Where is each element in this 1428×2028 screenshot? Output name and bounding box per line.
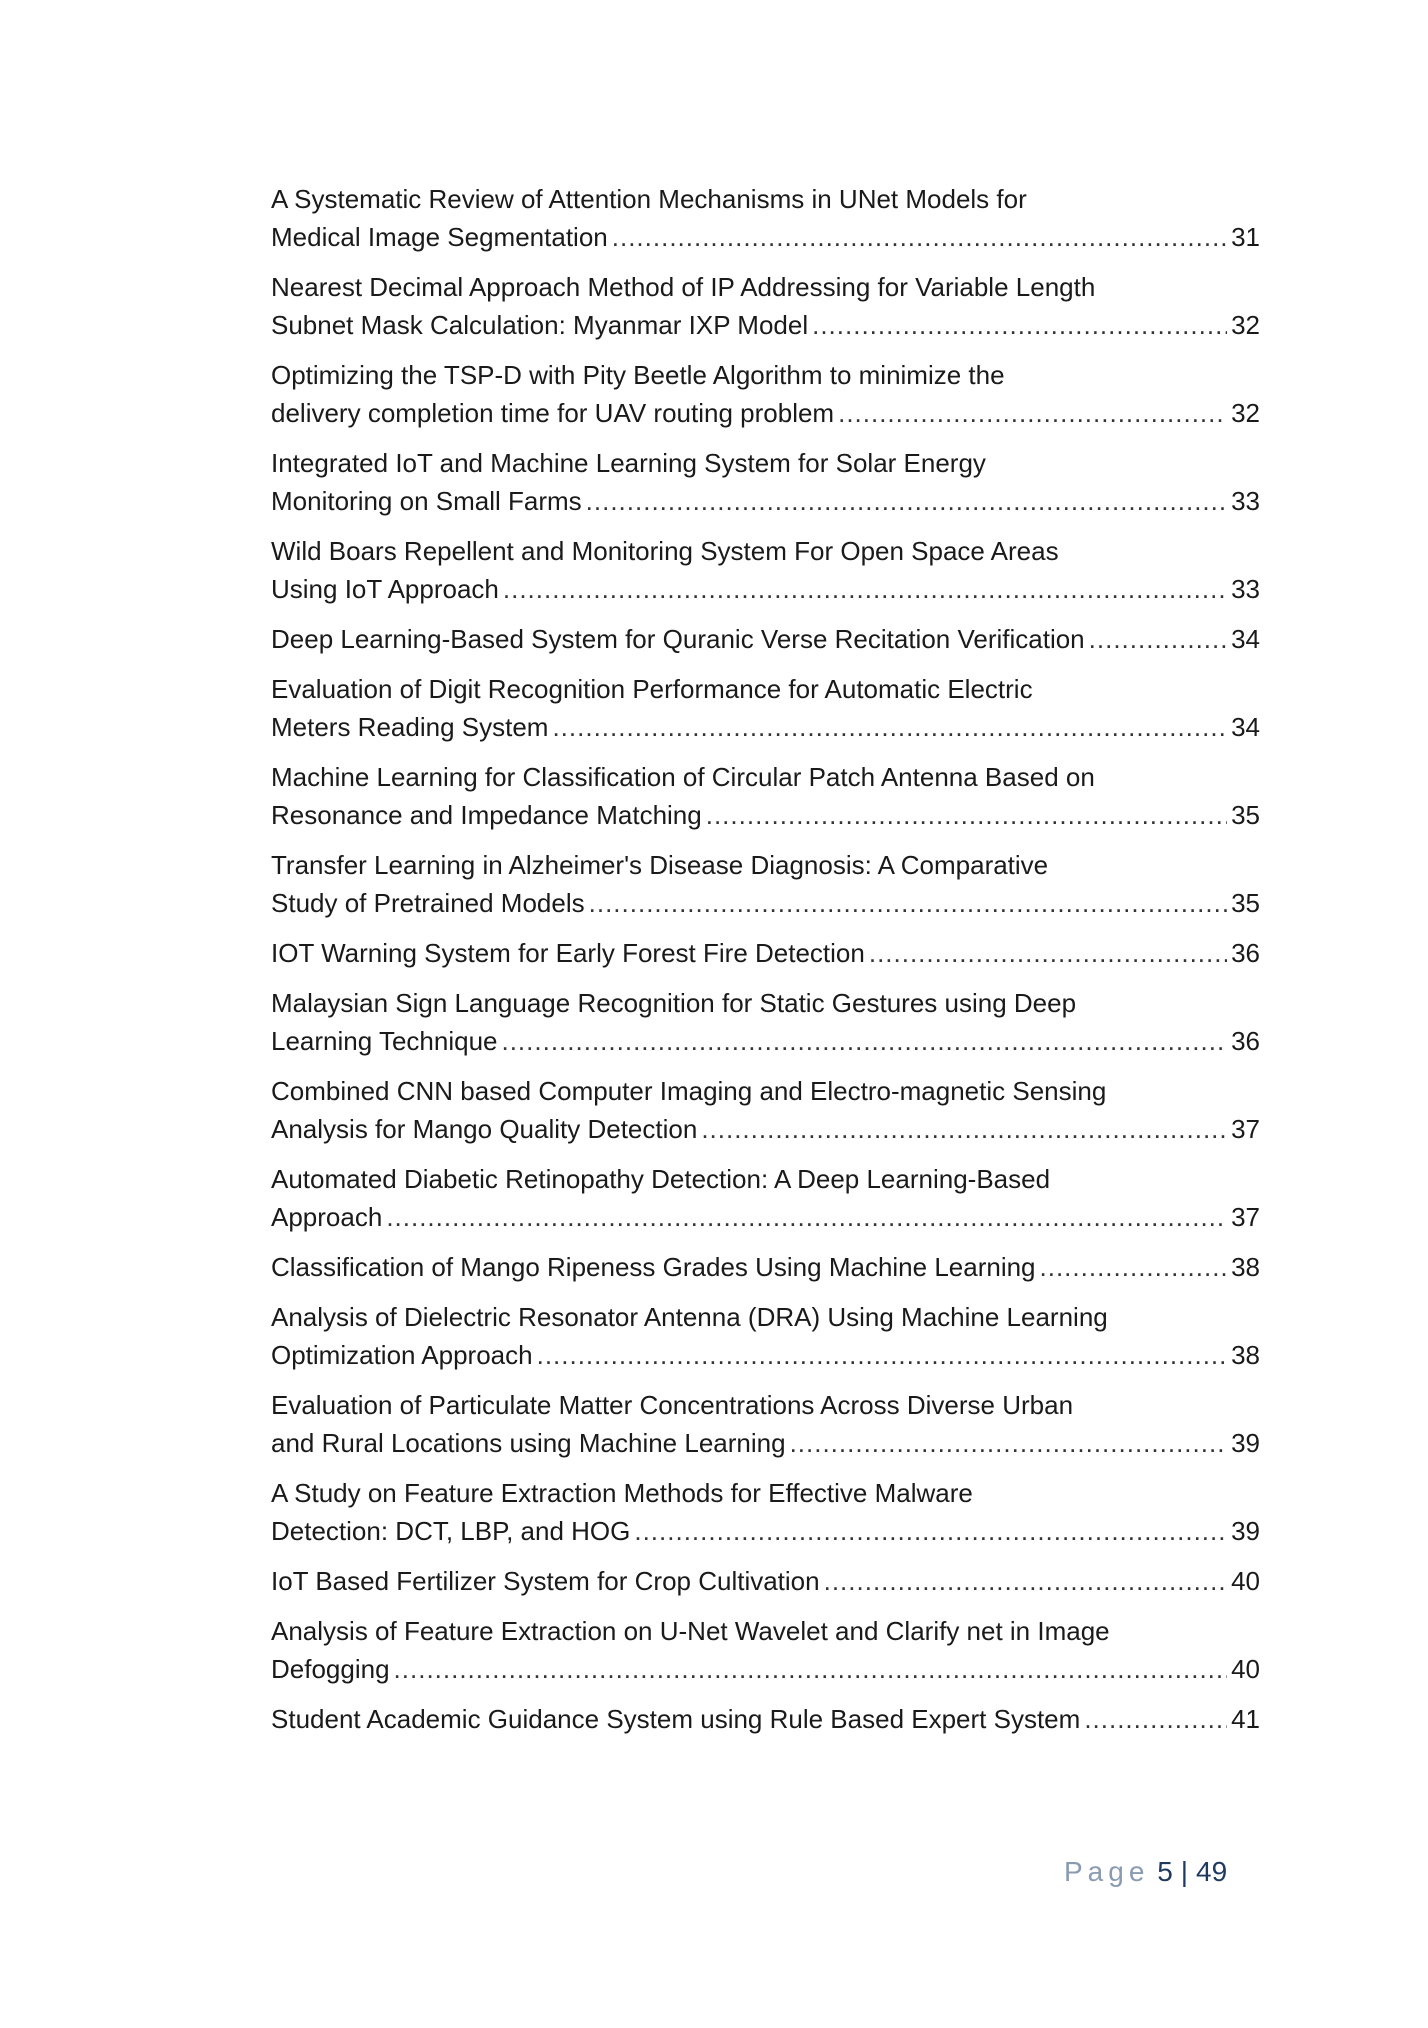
toc-entry-title-line: A Systematic Review of Attention Mechanisms in UNet Models for [271, 184, 1027, 214]
toc-entry-title-line: Defogging [271, 1654, 390, 1684]
dot-leader [838, 394, 1227, 432]
toc-entry-title-line: Malaysian Sign Language Recognition for Static Gestures using Deep [271, 988, 1077, 1018]
toc-entry-title-line: Monitoring on Small Farms [271, 486, 582, 516]
toc-entry-title-line: Using IoT Approach [271, 574, 499, 604]
toc-entry[interactable] [271, 1562, 1260, 1600]
toc-entry[interactable] [271, 1474, 1260, 1550]
toc-entry-final-line [271, 796, 1260, 834]
toc-entry[interactable] [271, 846, 1260, 922]
dot-leader [589, 884, 1227, 922]
toc-entry-final-line [271, 218, 1260, 256]
toc-entry-title-line: Evaluation of Digit Recognition Performance for Automatic Electric [271, 674, 1033, 704]
toc-entry[interactable] [271, 1248, 1260, 1286]
toc-page-number: 33 [1231, 486, 1260, 516]
toc-entry-final-line [271, 394, 1260, 432]
toc-entry-final-line [271, 1424, 1260, 1462]
toc-entry-title-line: IoT Based Fertilizer System for Crop Cultivation [271, 1566, 820, 1596]
toc-page-number: 35 [1231, 800, 1260, 830]
toc-entry[interactable] [271, 180, 1260, 256]
dot-leader [869, 934, 1227, 972]
toc-page-number: 36 [1231, 1026, 1260, 1056]
toc-entry-final-line [271, 1248, 1260, 1286]
dot-leader [824, 1562, 1227, 1600]
toc-page-number: 37 [1231, 1202, 1260, 1232]
toc-entry-final-line [271, 570, 1260, 608]
toc-entry-title-line: Meters Reading System [271, 712, 549, 742]
toc-entry[interactable] [271, 532, 1260, 608]
toc-entry[interactable] [271, 356, 1260, 432]
toc-entry-title-line: Optimization Approach [271, 1340, 533, 1370]
toc-entry[interactable] [271, 1160, 1260, 1236]
dot-leader [701, 1110, 1227, 1148]
toc-entry-title-line: Classification of Mango Ripeness Grades Using Machine Learning [271, 1252, 1036, 1282]
toc-entry[interactable] [271, 1298, 1260, 1374]
page-footer [1064, 1852, 1227, 1892]
toc-entry-title-line: Detection: DCT, LBP, and HOG [271, 1516, 631, 1546]
toc-page-number: 35 [1231, 888, 1260, 918]
toc-entry-title-line: Medical Image Segmentation [271, 222, 608, 252]
toc-page-number: 37 [1231, 1114, 1260, 1144]
toc-entry-title-line: Approach [271, 1202, 383, 1232]
toc-entry-final-line [271, 1562, 1260, 1600]
dot-leader [1084, 1700, 1227, 1738]
toc-entry-final-line [271, 1700, 1260, 1738]
dot-leader [586, 482, 1227, 520]
toc-entry-title-line: Optimizing the TSP-D with Pity Beetle Algorithm to minimize the [271, 360, 1005, 390]
dot-leader [1089, 620, 1227, 658]
toc-entry[interactable] [271, 934, 1260, 972]
toc-entry-title-line: Deep Learning-Based System for Quranic Verse Recitation Verification [271, 624, 1085, 654]
toc-page-number: 38 [1231, 1340, 1260, 1370]
toc-entry-title-line: Study of Pretrained Models [271, 888, 585, 918]
toc-entry[interactable] [271, 670, 1260, 746]
toc-entry-final-line [271, 708, 1260, 746]
toc-page-number: 39 [1231, 1428, 1260, 1458]
toc-entry[interactable] [271, 1386, 1260, 1462]
toc-entry-final-line [271, 1336, 1260, 1374]
toc-page-number: 39 [1231, 1516, 1260, 1546]
toc-entry-final-line [271, 1110, 1260, 1148]
toc-entry-title-line: Machine Learning for Classification of Circular Patch Antenna Based on [271, 762, 1095, 792]
dot-leader [501, 1022, 1227, 1060]
total-page-count: 49 [1196, 1856, 1228, 1887]
toc-entry-final-line [271, 1650, 1260, 1688]
dot-leader [552, 708, 1227, 746]
toc-entry[interactable] [271, 984, 1260, 1060]
toc-entry-final-line [271, 620, 1260, 658]
toc-page-number: 33 [1231, 574, 1260, 604]
toc-entry-final-line [271, 884, 1260, 922]
toc-entry-title-line: Evaluation of Particulate Matter Concentrations Across Diverse Urban [271, 1390, 1074, 1420]
toc-entry-title-line: Wild Boars Repellent and Monitoring System For Open Space Areas [271, 536, 1059, 566]
page-label: Page [1064, 1856, 1150, 1887]
toc-entry-final-line [271, 482, 1260, 520]
toc-entry-title-line: Resonance and Impedance Matching [271, 800, 702, 830]
toc-page-number: 40 [1231, 1654, 1260, 1684]
toc-entry-final-line [271, 306, 1260, 344]
toc-entry-title-line: Integrated IoT and Machine Learning System for Solar Energy [271, 448, 986, 478]
toc-entry-final-line [271, 934, 1260, 972]
dot-leader [386, 1198, 1227, 1236]
toc-entry[interactable] [271, 620, 1260, 658]
table-of-contents [271, 180, 1260, 1750]
toc-page-number: 40 [1231, 1566, 1260, 1596]
toc-entry-title-line: Subnet Mask Calculation: Myanmar IXP Model [271, 310, 809, 340]
toc-entry-title-line: Transfer Learning in Alzheimer's Disease Diagnosis: A Comparative [271, 850, 1049, 880]
dot-leader [634, 1512, 1227, 1550]
toc-entry[interactable] [271, 1700, 1260, 1738]
dot-leader [1040, 1248, 1228, 1286]
page-separator: | [1180, 1856, 1189, 1887]
toc-entry[interactable] [271, 1612, 1260, 1688]
toc-entry-title-line: Learning Technique [271, 1026, 498, 1056]
dot-leader [503, 570, 1227, 608]
toc-entry[interactable] [271, 444, 1260, 520]
toc-entry[interactable] [271, 268, 1260, 344]
toc-page-number: 31 [1231, 222, 1260, 252]
current-page-number: 5 [1157, 1856, 1173, 1887]
dot-leader [537, 1336, 1227, 1374]
toc-entry-title-line: Analysis of Dielectric Resonator Antenna (DRA) Using Machine Learning [271, 1302, 1108, 1332]
dot-leader [812, 306, 1227, 344]
dot-leader [612, 218, 1227, 256]
toc-page-number: 34 [1231, 712, 1260, 742]
toc-entry[interactable] [271, 758, 1260, 834]
toc-entry-final-line [271, 1022, 1260, 1060]
dot-leader [790, 1424, 1228, 1462]
toc-entry-title-line: A Study on Feature Extraction Methods for Effective Malware [271, 1478, 973, 1508]
toc-entry-title-line: delivery completion time for UAV routing problem [271, 398, 835, 428]
toc-entry-title-line: Student Academic Guidance System using Rule Based Expert System [271, 1704, 1081, 1734]
toc-entry-title-line: Analysis for Mango Quality Detection [271, 1114, 698, 1144]
toc-page-number: 32 [1231, 310, 1260, 340]
dot-leader [706, 796, 1227, 834]
toc-entry-title-line: Analysis of Feature Extraction on U-Net Wavelet and Clarify net in Image [271, 1616, 1110, 1646]
toc-entry-title-line: Combined CNN based Computer Imaging and Electro-magnetic Sensing [271, 1076, 1107, 1106]
toc-entry-final-line [271, 1512, 1260, 1550]
toc-page-number: 38 [1231, 1252, 1260, 1282]
dot-leader [394, 1650, 1228, 1688]
toc-entry-title-line: Automated Diabetic Retinopathy Detection: A Deep Learning-Based [271, 1164, 1051, 1194]
toc-entry-title-line: IOT Warning System for Early Forest Fire Detection [271, 938, 865, 968]
toc-page-number: 32 [1231, 398, 1260, 428]
toc-page-number: 41 [1231, 1704, 1260, 1734]
toc-entry[interactable] [271, 1072, 1260, 1148]
toc-page-number: 36 [1231, 938, 1260, 968]
toc-page-number: 34 [1231, 624, 1260, 654]
toc-entry-final-line [271, 1198, 1260, 1236]
toc-entry-title-line: and Rural Locations using Machine Learning [271, 1428, 786, 1458]
toc-entry-title-line: Nearest Decimal Approach Method of IP Addressing for Variable Length [271, 272, 1096, 302]
